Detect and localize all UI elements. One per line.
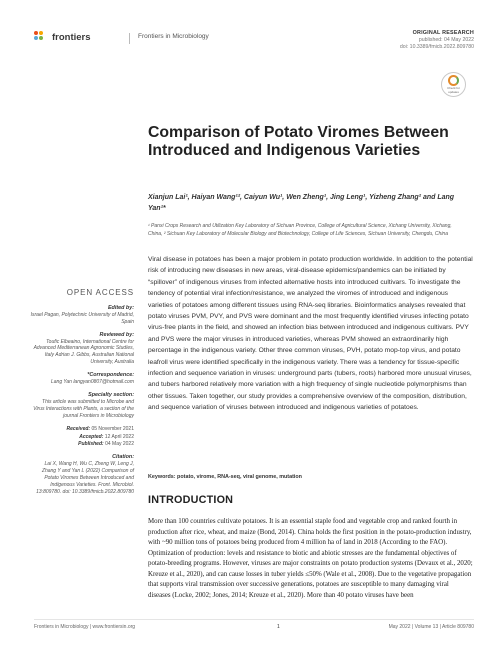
page-header <box>34 30 474 52</box>
citation-info: Lai X, Wang H, Wu C, Zheng W, Leng J, Zhang Y and Yan L (2022) Comparison of Potato Viromes Between Introduced and Indigenous Varieties. Front. Microbiol. 13:809780. doi: 10.3389/fmicb.2022.809780 <box>36 461 134 495</box>
abstract-text: Viral disease in potatoes has been a major problem in potato production worldwide. In addition to the potential risk of introducing new diseases in new areas, viral-disease epidemics/pandemics can be initiated by “spillover” of indigenous viruses from infected alternative hosts into introduced cultivars. To investigate the tendency of potential viral infection/resistance, we analyzed the viromes of introduced and indigenous varieties of potatoes among different tissues using RNA-seq libraries. Bioinformatics analyses revealed that potato viruses PVM, PVY, and PVS were dominant and the most frequently identified viruses infecting potato virus-free plants in the field, and showed an infection bias between introduced and indigenous cultivars. PVY and PVS were the major viruses in introduced varieties, whereas PVM showed an extraordinarily high percentage in the indigenous variety. Other three common viruses, PVH, potato mop-top virus, and potato leafroll virus were identified specifically in the indigenous variety. There was a tendency for tissue-specific infection and sequence variation in viruses: underground parts (tubers, roots) harbored more unusual viruses, and tubers harbored relatively more variation with a high frequency of single nucleotide polymorphisms than other tissues. Taken together, our study provides a comprehensive overview of the composition, distribution, and sequence variation of viruses between introduced and indigenous varieties of potatoes. <box>148 256 473 412</box>
received-date: Received: 05 November 2021 <box>66 425 134 432</box>
update-icon <box>448 75 459 86</box>
dates-block <box>30 426 134 449</box>
header-divider <box>129 33 130 44</box>
correspondence-heading: *Correspondence: <box>87 372 134 379</box>
editor-info: Israel Pagan, Polytechnic University of Madrid, Spain <box>30 311 134 325</box>
article-info-sidebar <box>30 290 134 496</box>
doi-link[interactable]: doi: 10.3389/fmicb.2022.809780 <box>399 44 474 50</box>
open-access-label: OPEN ACCESS <box>66 288 134 297</box>
footer-divider <box>34 619 474 620</box>
specialty-heading: Specialty section: <box>88 391 134 398</box>
badge-line-1: Check for <box>447 86 460 91</box>
keywords-list: potato, virome, RNA-seq, viral genome, mutation <box>175 474 302 480</box>
published-date-side: Published: 04 May 2022 <box>78 441 134 448</box>
keywords-label: Keywords: <box>148 474 176 480</box>
article-meta <box>400 30 474 51</box>
specialty-info: This article was submitted to Microbe and Virus Interactions with Plants, a section of the journal Frontiers in Microbiology <box>33 398 134 419</box>
edited-by-heading: Edited by: <box>107 304 134 311</box>
accepted-date: Accepted: 12 April 2022 <box>79 433 134 440</box>
section-title-introduction: INTRODUCTION <box>148 494 234 506</box>
footer-volume-info: May 2022 | Volume 13 | Article 809780 <box>388 624 474 630</box>
page-number: 1 <box>277 624 280 630</box>
article-type: ORIGINAL RESEARCH <box>412 30 474 36</box>
logo-text: frontiers <box>52 31 91 43</box>
check-for-updates-badge[interactable] <box>441 72 466 97</box>
frontiers-logo[interactable] <box>34 31 91 43</box>
reviewer-info: Toufic Elbeaino, International Centre for Advanced Mediterranean Agronomic Studies, Italy Adrian J. Gibbs, Australian National University, Australia <box>33 338 134 366</box>
reviewed-by-heading: Reviewed by: <box>99 331 134 338</box>
introduction-text: More than 100 countries cultivate potatoes. It is an essential staple food and vegetable crop and ranked fourth in production after rice, wheat, and maize (Bond, 2014). China holds the first position in the potato-production industry, with ~90 million tons of potatoes being produced from 4 million ha of land in 2018 (According to the FAO). Optimization of production: levels and resistance to biotic and abiotic stresses are the fundamental objectives of potato-breeding programs. However, viruses are major constraints on potato production systems (Devaux et al., 2020; Kreuze et al., 2020), and can cause losses in tuber yields ≤50% (Wale et al., 2008). Due to the vegetative propagation that supports viral transmission over successive generations, potatoes are susceptible to many damaging viral diseases (Locke, 2002; Jones, 2014; Kreuze et al., 2020). More than 40 potato viruses have been <box>148 518 473 599</box>
affiliations: ¹ Panxi Crops Research and Utilization Key Laboratory of Sichuan Province, College of Agricultural Science, Xichang University, Xichang, China, ² Sichuan Key Laboratory of Molecular Biology and Biotechnology, College of Life Sciences, Sichuan University, Chengdu, China <box>148 223 452 237</box>
citation-heading: Citation: <box>112 454 134 461</box>
frontiers-logo-icon <box>34 31 48 43</box>
badge-line-2: updates <box>448 89 459 94</box>
footer-journal-link[interactable]: Frontiers in Microbiology | www.frontiersin.org <box>34 624 136 630</box>
published-date: published: 04 May 2022 <box>418 37 474 43</box>
author-list: Xianjun Lai¹, Haiyan Wang¹², Caiyun Wu¹, Wen Zheng¹, Jing Leng¹, Yizheng Zhang² and Lang Yan¹* <box>148 194 455 212</box>
page-footer <box>34 624 474 634</box>
journal-name[interactable]: Frontiers in Microbiology <box>138 33 209 40</box>
paper-title: Comparison of Potato Viromes Between Introduced and Indigenous Varieties <box>148 124 449 159</box>
keywords <box>148 474 473 480</box>
correspondence-info[interactable]: Lang Yan langyan0807@hotmail.com <box>50 379 134 386</box>
